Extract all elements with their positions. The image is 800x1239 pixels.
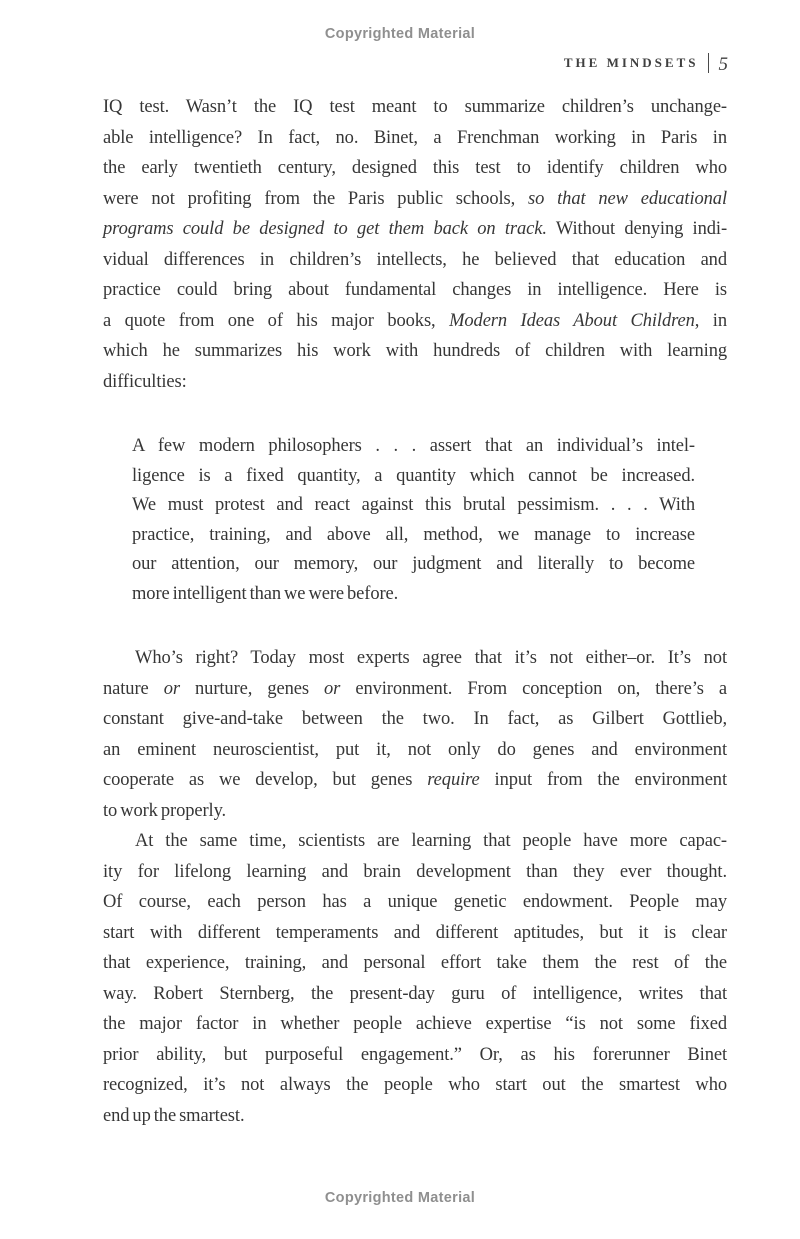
text-line: recognized, it’s not always the people who start out the smartest who	[103, 1075, 727, 1095]
chapter-title: THE MINDSETS	[563, 55, 699, 70]
text-line: Of course, each person has a unique genetic endowment. People may	[103, 892, 727, 912]
copyright-banner-bottom: Copyrighted Material	[324, 1190, 476, 1206]
running-header	[564, 52, 728, 74]
text-line: to work properly.	[103, 800, 227, 821]
text-line: IQ test. Wasn’t the IQ test meant to summarize children’s unchange-	[103, 97, 727, 117]
text-line: cooperate as we develop, but genes require input from the environment	[103, 770, 728, 790]
text-line: which he summarizes his work with hundreds of children with learning	[103, 341, 727, 361]
text-line: practice, training, and above all, method, we manage to increase	[132, 524, 695, 545]
text-line: ity for lifelong learning and brain development than they ever thought.	[103, 861, 727, 882]
text-line: more intelligent than we were before.	[132, 583, 399, 604]
text-line: A few modern philosophers . . . assert that an individual’s intel-	[132, 436, 695, 456]
text-line: were not profiting from the Paris public schools, so that new educational	[103, 188, 727, 209]
text-line: the early twentieth century, designed this test to identify children who	[103, 158, 727, 178]
text-line: We must protest and react against this brutal pessimism. . . . With	[132, 495, 695, 515]
copyright-banner-top: Copyrighted Material	[324, 26, 476, 42]
text-line: constant give-and-take between the two. In fact, as Gilbert Gottlieb,	[103, 709, 727, 729]
text-line: our attention, our memory, our judgment and literally to become	[132, 554, 695, 574]
text-line: practice could bring about fundamental changes in intelligence. Here is	[103, 280, 727, 300]
text-line: end up the smartest.	[103, 1105, 245, 1126]
text-line: that experience, training, and personal effort take them the rest of the	[103, 953, 727, 973]
text-line: a quote from one of his major books, Modern Ideas About Children, in	[103, 310, 727, 331]
text-line: start with different temperaments and different aptitudes, but it is clear	[103, 922, 727, 943]
text-line: prior ability, but purposeful engagement.” Or, as his forerunner Binet	[103, 1044, 727, 1065]
text-line: ligence is a fixed quantity, a quantity which cannot be increased.	[132, 465, 695, 486]
text-line: At the same time, scientists are learning that people have more capac-	[135, 831, 727, 851]
paragraph	[103, 826, 727, 1131]
text-line: way. Robert Sternberg, the present-day guru of intelligence, writes that	[103, 983, 727, 1004]
text-line: Who’s right? Today most experts agree that it’s not either–or. It’s not	[135, 648, 727, 668]
text-line: difficulties:	[103, 371, 187, 392]
page-number: 5	[718, 54, 728, 75]
text-line: programs could be designed to get them back on track. Without denying indi-	[103, 219, 727, 239]
text-line: able intelligence? In fact, no. Binet, a Frenchman working in Paris in	[103, 127, 727, 148]
text-line: the major factor in whether people achieve expertise “is not some fixed	[103, 1014, 727, 1034]
paragraph	[103, 92, 727, 397]
text-line: vidual differences in children’s intellects, he believed that education and	[103, 249, 727, 270]
page-body	[103, 92, 727, 1131]
text-line: nature or nurture, genes or environment. From conception on, there’s a	[103, 678, 728, 699]
paragraph	[103, 643, 727, 826]
blockquote	[132, 432, 695, 609]
text-line: an eminent neuroscientist, put it, not only do genes and environment	[103, 739, 727, 760]
header-divider	[708, 53, 709, 73]
